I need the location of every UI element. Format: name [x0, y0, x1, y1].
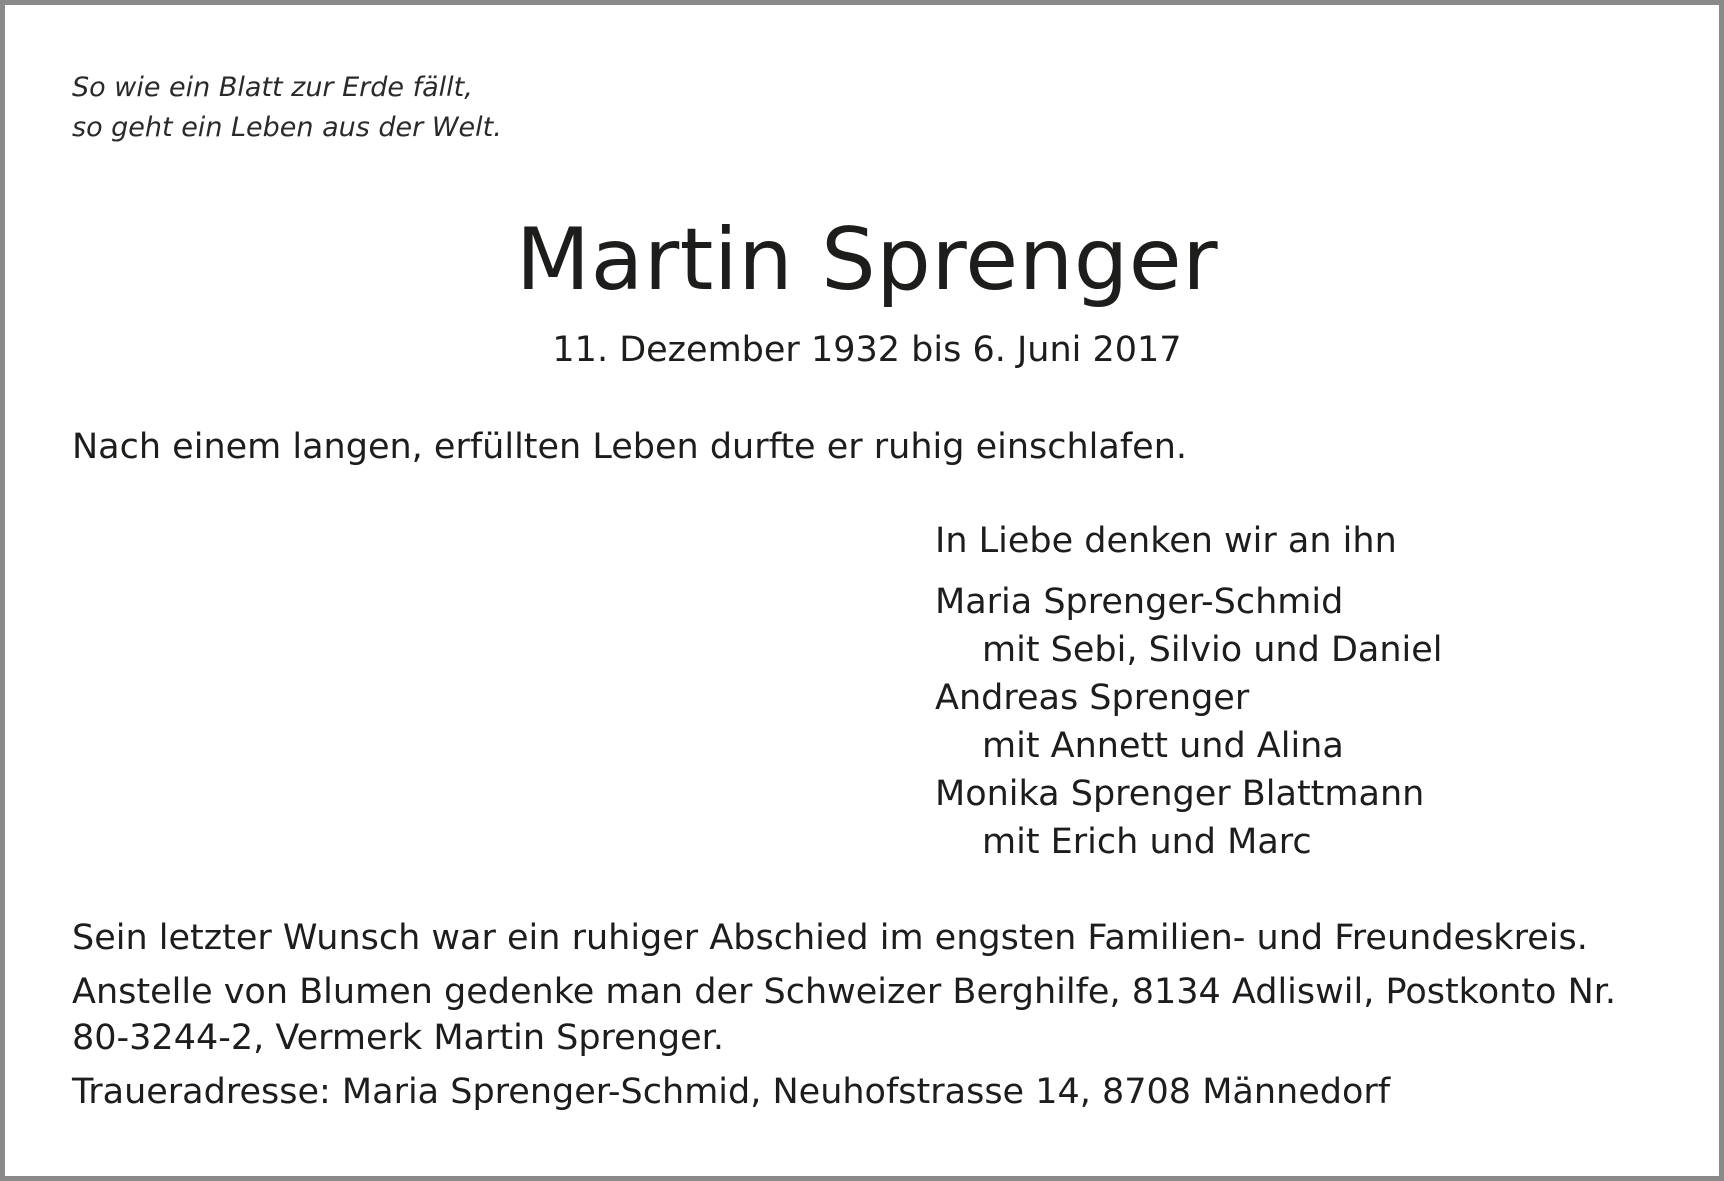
donation-text — [72, 969, 1616, 1061]
mourner-name: Monika Sprenger Blattmann — [935, 774, 1425, 814]
last-wish-text: Sein letzter Wunsch war ein ruhiger Abschied im engsten Familien- und Freundeskreis. — [72, 918, 1588, 958]
mourners-heading: In Liebe denken wir an ihn — [935, 521, 1397, 561]
donation-line-1: Anstelle von Blumen gedenke man der Schweizer Berghilfe, 8134 Adliswil, Postkonto Nr. — [72, 972, 1617, 1012]
motto — [72, 68, 502, 148]
mourner-family: mit Erich und Marc — [982, 822, 1312, 862]
mourner-family: mit Sebi, Silvio und Daniel — [982, 630, 1443, 670]
mourners-list — [935, 578, 1443, 866]
closing-section — [72, 915, 1616, 1123]
lead-text: Nach einem langen, erfüllten Leben durfte er ruhig einschlafen. — [72, 427, 1188, 467]
mourner-family: mit Annett und Alina — [982, 726, 1344, 766]
motto-line-1: So wie ein Blatt zur Erde fällt, — [72, 72, 473, 103]
deceased-name: Martin Sprenger — [515, 210, 1219, 310]
mourner-name: Maria Sprenger-Schmid — [935, 582, 1344, 622]
donation-line-2: 80-3244-2, Vermerk Martin Sprenger. — [72, 1018, 724, 1058]
mourner-name: Andreas Sprenger — [935, 678, 1250, 718]
motto-line-2: so geht ein Leben aus der Welt. — [72, 112, 502, 143]
life-dates: 11. Dezember 1932 bis 6. Juni 2017 — [552, 330, 1182, 370]
mourning-address: Traueradresse: Maria Sprenger-Schmid, Neuhofstrasse 14, 8708 Männedorf — [72, 1072, 1391, 1112]
